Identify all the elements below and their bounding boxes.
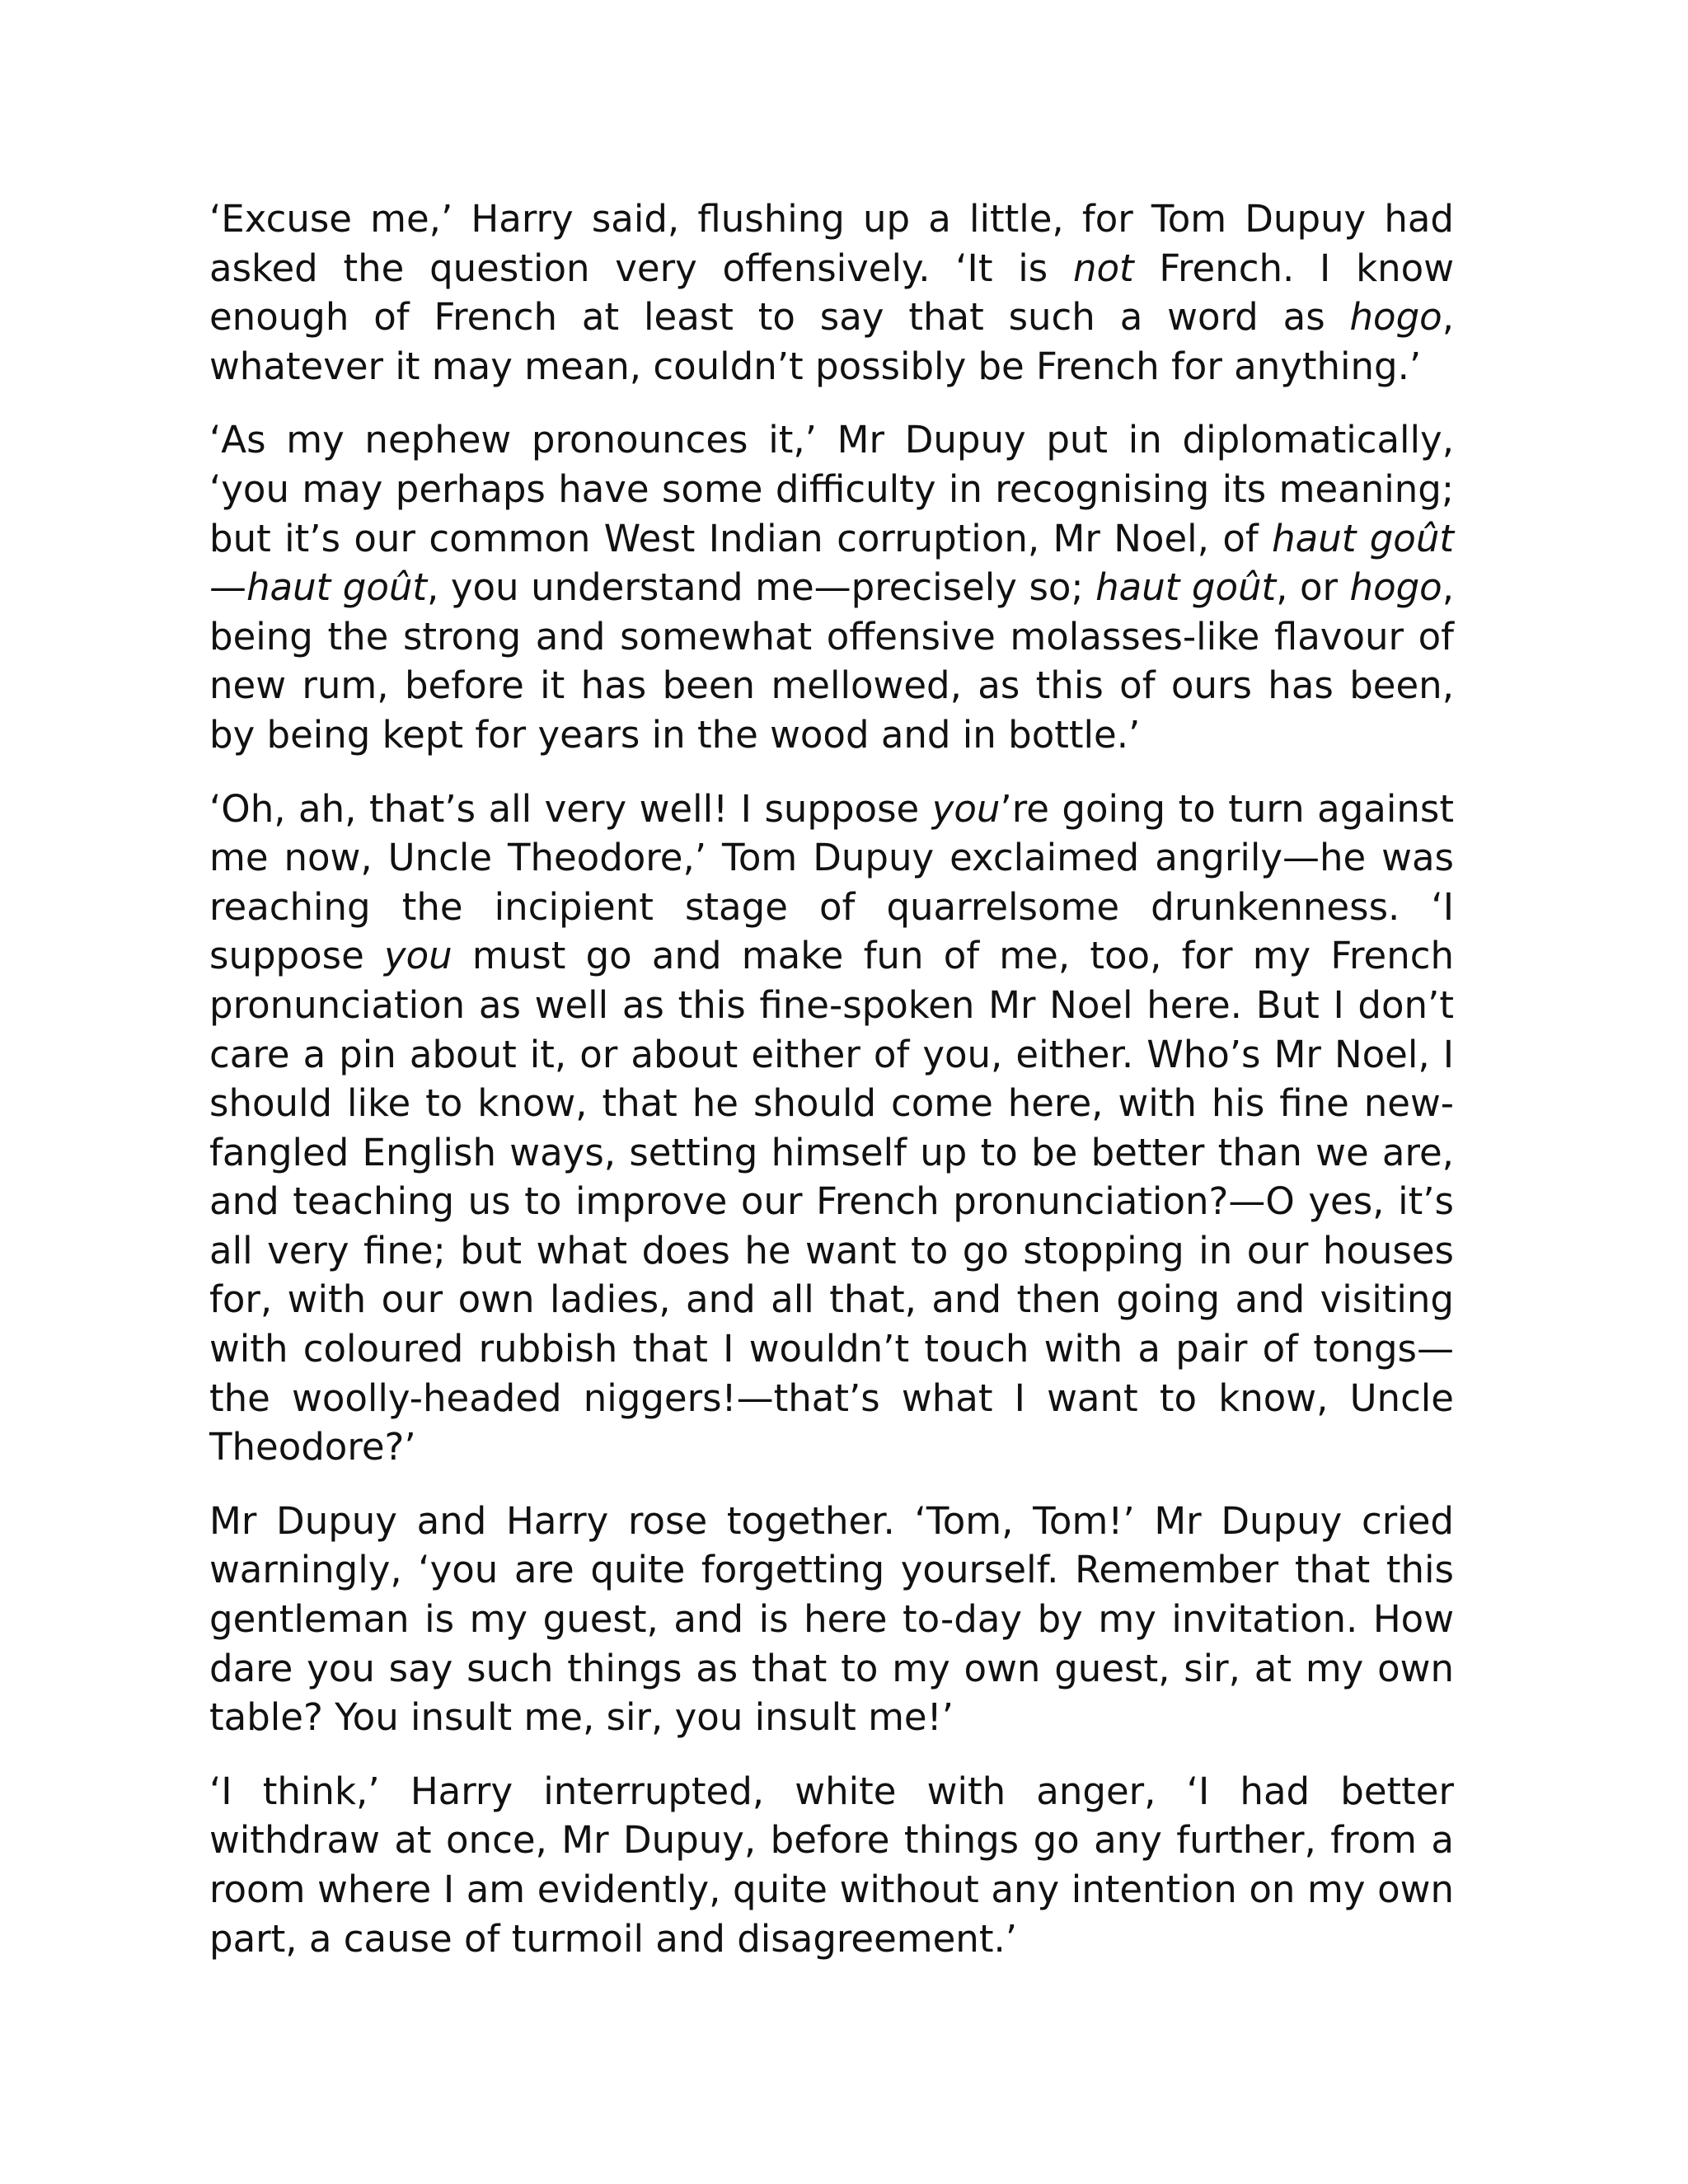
text-run: ‘Oh, ah, that’s all very well! I suppose (209, 786, 932, 831)
text-run: Mr Dupuy and Harry rose together. ‘Tom, Tom!’ Mr Dupuy cried warningly, ‘you are quite forgetting yourself. Remember that this gentleman is my guest, and is here to-day by my invitation. How dare you say such things as that to my own guest, sir, at my own table? You insult me, sir, you insult me!’ (209, 1498, 1454, 1740)
paragraph-3 (209, 785, 1454, 1472)
text-run: ‘Excuse me,’ Harry said, flushing up a little, for Tom Dupuy had asked the question very offensively. ‘It is (209, 197, 1454, 290)
book-page (209, 194, 1454, 1963)
italic-run: you (384, 934, 452, 978)
text-run: ’re going to turn against me now, Uncle Theodore,’ Tom Dupuy exclaimed angrily—he was reaching the incipient stage of quarrelsome drunkenness. ‘I suppose (209, 786, 1454, 978)
italic-run: hogo (1349, 295, 1442, 340)
paragraph-5 (209, 1767, 1454, 1963)
text-run: , whatever it may mean, couldn’t possibly be French for anything.’ (209, 295, 1454, 388)
text-run: — (209, 565, 246, 610)
italic-run: haut goût (246, 565, 428, 610)
text-run: ‘I think,’ Harry interrupted, white with anger, ‘I had better withdraw at once, Mr Dupuy, before things go any further, from a room where I am evidently, quite without any intention on my own part, a cause of turmoil and disagreement.’ (209, 1769, 1454, 1961)
paragraph-1 (209, 194, 1454, 391)
italic-run: hogo (1349, 565, 1442, 610)
italic-run: you (931, 786, 1001, 831)
text-run: , or (1276, 565, 1350, 610)
text-run: French. I know enough of French at least to say that such a word as (209, 246, 1454, 340)
text-run: must go and make fun of me, too, for my French pronunciation as well as this fine-spoken Mr Noel here. But I don’t care a pin about it, or about either of you, either. Who’s Mr Noel, I should like to know, that he should come here, with his fine new-fangled English ways, setting himself up to be better than we are, and teaching us to improve our French pronunciation?—O yes, it’s all very fine; but what does he want to go stopping in our houses for, with our own ladies, and all that, and then going and visiting with coloured rubbish that I wouldn’t touch with a pair of tongs—the woolly-headed niggers!—that’s what I want to know, Uncle Theodore?’ (209, 934, 1454, 1469)
paragraph-2 (209, 415, 1454, 759)
text-run: ‘As my nephew pronounces it,’ Mr Dupuy put in diplomatically, ‘you may perhaps have some difficulty in recognising its meaning; but it’s our common West Indian corruption, Mr Noel, of (209, 418, 1454, 560)
paragraph-4 (209, 1497, 1454, 1742)
italic-run: haut goût (1272, 516, 1455, 560)
italic-run: not (1072, 246, 1134, 290)
italic-run: haut goût (1095, 565, 1277, 610)
text-run: , being the strong and somewhat offensive molasses-like flavour of new rum, before it has been mellowed, as this of ours has been, by being kept for years in the wood and in bottle.’ (209, 565, 1455, 757)
text-run: , you understand me—precisely so; (427, 565, 1096, 610)
